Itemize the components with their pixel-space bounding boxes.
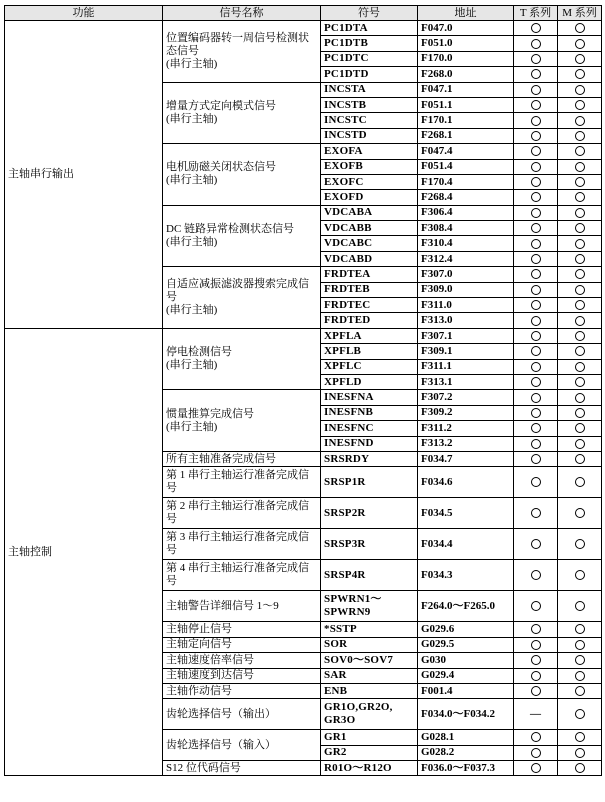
supported-circle-icon <box>531 285 541 295</box>
t-series-cell <box>514 637 558 652</box>
m-series-cell <box>558 560 602 591</box>
t-series-cell <box>514 745 558 760</box>
supported-circle-icon <box>531 208 541 218</box>
supported-circle-icon <box>531 100 541 110</box>
supported-circle-icon <box>531 254 541 264</box>
t-series-cell <box>514 67 558 82</box>
signal-name-cell: 主轴停止信号 <box>163 622 321 637</box>
supported-circle-icon <box>531 192 541 202</box>
supported-circle-icon <box>575 162 585 172</box>
signal-name-cell: DC 链路异常检测状态信号 (串行主轴) <box>163 205 321 267</box>
t-series-cell <box>514 97 558 112</box>
symbol-cell: VDCABB <box>321 221 418 236</box>
address-cell: F047.1 <box>418 82 514 97</box>
m-series-cell <box>558 451 602 466</box>
supported-circle-icon <box>575 85 585 95</box>
t-series-cell <box>514 498 558 529</box>
m-series-cell <box>558 653 602 668</box>
address-cell: F268.1 <box>418 128 514 143</box>
address-cell: G029.5 <box>418 637 514 652</box>
symbol-cell: SRSRDY <box>321 451 418 466</box>
function-cell: 主轴控制 <box>5 328 163 776</box>
symbol-cell: SPWRN1～ SPWRN9 <box>321 591 418 622</box>
symbol-cell: ENB <box>321 683 418 698</box>
supported-circle-icon <box>531 377 541 387</box>
symbol-cell: INESFND <box>321 436 418 451</box>
signal-table <box>4 5 602 776</box>
t-series-cell <box>514 36 558 51</box>
symbol-cell: INESFNA <box>321 390 418 405</box>
t-series-cell <box>514 591 558 622</box>
supported-circle-icon <box>575 748 585 758</box>
m-series-cell <box>558 761 602 776</box>
m-series-cell <box>558 529 602 560</box>
address-cell: F311.2 <box>418 421 514 436</box>
header-row <box>5 6 602 21</box>
t-series-cell <box>514 174 558 189</box>
symbol-cell: PC1DTB <box>321 36 418 51</box>
supported-circle-icon <box>531 85 541 95</box>
signal-name-cell: 自适应减振滤波器搜索完成信号 (串行主轴) <box>163 267 321 329</box>
supported-circle-icon <box>575 239 585 249</box>
supported-circle-icon <box>575 408 585 418</box>
t-series-cell <box>514 221 558 236</box>
supported-circle-icon <box>575 439 585 449</box>
supported-circle-icon <box>575 23 585 33</box>
symbol-cell: SRSP2R <box>321 498 418 529</box>
symbol-cell: R01O～R12O <box>321 761 418 776</box>
signal-name-cell: 第 1 串行主轴运行准备完成信号 <box>163 467 321 498</box>
supported-circle-icon <box>575 732 585 742</box>
address-cell: G029.4 <box>418 668 514 683</box>
m-series-cell <box>558 467 602 498</box>
supported-circle-icon <box>575 331 585 341</box>
supported-circle-icon <box>575 54 585 64</box>
supported-circle-icon <box>575 269 585 279</box>
address-cell: F306.4 <box>418 205 514 220</box>
function-cell: 主轴串行输出 <box>5 21 163 329</box>
supported-circle-icon <box>575 285 585 295</box>
address-cell: F268.0 <box>418 67 514 82</box>
address-cell: F309.0 <box>418 282 514 297</box>
address-cell: F311.1 <box>418 359 514 374</box>
supported-circle-icon <box>575 177 585 187</box>
m-series-cell <box>558 97 602 112</box>
symbol-cell: INESFNB <box>321 405 418 420</box>
symbol-cell: *SSTP <box>321 622 418 637</box>
address-cell: F170.1 <box>418 113 514 128</box>
supported-circle-icon <box>531 54 541 64</box>
t-series-cell <box>514 298 558 313</box>
symbol-cell: INCSTD <box>321 128 418 143</box>
m-series-cell <box>558 298 602 313</box>
address-cell: F309.1 <box>418 344 514 359</box>
t-series-cell <box>514 159 558 174</box>
symbol-cell: GR1O,GR2O, GR3O <box>321 699 418 730</box>
t-series-cell <box>514 82 558 97</box>
symbol-cell: SOV0～SOV7 <box>321 653 418 668</box>
m-series-cell <box>558 159 602 174</box>
supported-circle-icon <box>531 477 541 487</box>
supported-circle-icon <box>531 131 541 141</box>
symbol-cell: FRDTEC <box>321 298 418 313</box>
supported-circle-icon <box>531 439 541 449</box>
m-series-cell <box>558 174 602 189</box>
signal-name-cell: 停电检测信号 (串行主轴) <box>163 328 321 390</box>
supported-circle-icon <box>531 346 541 356</box>
m-series-cell <box>558 436 602 451</box>
m-series-cell <box>558 251 602 266</box>
t-series-cell <box>514 405 558 420</box>
signal-name-cell: 齿轮选择信号（输出） <box>163 699 321 730</box>
address-cell: F307.2 <box>418 390 514 405</box>
supported-circle-icon <box>575 100 585 110</box>
address-cell: F034.6 <box>418 467 514 498</box>
t-series-cell <box>514 683 558 698</box>
m-series-cell <box>558 328 602 343</box>
signal-name-cell: 位置编码器转一周信号检测状态信号 (串行主轴) <box>163 21 321 83</box>
signal-name-cell: 增量方式定向模式信号 (串行主轴) <box>163 82 321 144</box>
address-cell: F047.0 <box>418 21 514 36</box>
symbol-cell: VDCABA <box>321 205 418 220</box>
symbol-cell: EXOFB <box>321 159 418 174</box>
supported-circle-icon <box>575 69 585 79</box>
m-series-cell <box>558 67 602 82</box>
symbol-cell: XPFLB <box>321 344 418 359</box>
signal-name-cell: 主轴速度倍率信号 <box>163 653 321 668</box>
address-cell: F034.0～F034.2 <box>418 699 514 730</box>
supported-circle-icon <box>531 748 541 758</box>
t-series-cell <box>514 313 558 328</box>
address-cell: F051.1 <box>418 97 514 112</box>
address-cell: F047.4 <box>418 144 514 159</box>
m-series-cell <box>558 359 602 374</box>
header-t-series: T 系列 <box>514 6 558 21</box>
signal-name-cell: 第 2 串行主轴运行准备完成信号 <box>163 498 321 529</box>
address-cell: F034.7 <box>418 451 514 466</box>
address-cell: G029.6 <box>418 622 514 637</box>
supported-circle-icon <box>531 601 541 611</box>
m-series-cell <box>558 421 602 436</box>
symbol-cell: EXOFD <box>321 190 418 205</box>
supported-circle-icon <box>531 177 541 187</box>
supported-circle-icon <box>575 655 585 665</box>
supported-circle-icon <box>531 408 541 418</box>
t-series-cell <box>514 21 558 36</box>
m-series-cell <box>558 591 602 622</box>
supported-circle-icon <box>531 686 541 696</box>
signal-name-cell: S12 位代码信号 <box>163 761 321 776</box>
address-cell: F034.5 <box>418 498 514 529</box>
symbol-cell: EXOFA <box>321 144 418 159</box>
m-series-cell <box>558 236 602 251</box>
supported-circle-icon <box>531 39 541 49</box>
symbol-cell: SOR <box>321 637 418 652</box>
address-cell: G028.2 <box>418 745 514 760</box>
address-cell: F051.4 <box>418 159 514 174</box>
m-series-cell <box>558 36 602 51</box>
m-series-cell <box>558 405 602 420</box>
supported-circle-icon <box>531 362 541 372</box>
m-series-cell <box>558 344 602 359</box>
symbol-cell: INCSTC <box>321 113 418 128</box>
supported-circle-icon <box>575 624 585 634</box>
not-supported-dash-icon: — <box>530 707 541 720</box>
m-series-cell <box>558 390 602 405</box>
supported-circle-icon <box>575 393 585 403</box>
supported-circle-icon <box>575 640 585 650</box>
t-series-cell <box>514 144 558 159</box>
m-series-cell <box>558 313 602 328</box>
t-series-cell <box>514 344 558 359</box>
supported-circle-icon <box>531 269 541 279</box>
t-series-cell <box>514 328 558 343</box>
supported-circle-icon <box>575 477 585 487</box>
t-series-cell <box>514 236 558 251</box>
m-series-cell <box>558 51 602 66</box>
t-series-cell <box>514 205 558 220</box>
m-series-cell <box>558 113 602 128</box>
supported-circle-icon <box>531 393 541 403</box>
symbol-cell: VDCABC <box>321 236 418 251</box>
symbol-cell: EXOFC <box>321 174 418 189</box>
symbol-cell: FRDTEA <box>321 267 418 282</box>
m-series-cell <box>558 730 602 745</box>
t-series-cell <box>514 51 558 66</box>
address-cell: G028.1 <box>418 730 514 745</box>
symbol-cell: SRSP3R <box>321 529 418 560</box>
t-series-cell <box>514 529 558 560</box>
supported-circle-icon <box>575 570 585 580</box>
t-series-cell <box>514 421 558 436</box>
supported-circle-icon <box>531 508 541 518</box>
symbol-cell: SRSP1R <box>321 467 418 498</box>
supported-circle-icon <box>575 254 585 264</box>
supported-circle-icon <box>531 423 541 433</box>
supported-circle-icon <box>531 300 541 310</box>
m-series-cell <box>558 498 602 529</box>
supported-circle-icon <box>575 377 585 387</box>
t-series-cell <box>514 282 558 297</box>
supported-circle-icon <box>531 162 541 172</box>
signal-name-cell: 惯量推算完成信号 (串行主轴) <box>163 390 321 452</box>
signal-name-cell: 主轴警告详细信号 1～9 <box>163 591 321 622</box>
symbol-cell: GR1 <box>321 730 418 745</box>
header-address: 地址 <box>418 6 514 21</box>
t-series-cell <box>514 622 558 637</box>
supported-circle-icon <box>575 686 585 696</box>
signal-name-cell: 主轴速度到达信号 <box>163 668 321 683</box>
address-cell: F170.0 <box>418 51 514 66</box>
t-series-cell <box>514 451 558 466</box>
address-cell: F170.4 <box>418 174 514 189</box>
supported-circle-icon <box>575 39 585 49</box>
supported-circle-icon <box>575 192 585 202</box>
symbol-cell: FRDTEB <box>321 282 418 297</box>
m-series-cell <box>558 745 602 760</box>
supported-circle-icon <box>531 69 541 79</box>
supported-circle-icon <box>531 23 541 33</box>
signal-name-cell: 主轴定向信号 <box>163 637 321 652</box>
t-series-cell <box>514 374 558 389</box>
t-series-cell <box>514 267 558 282</box>
address-cell: F308.4 <box>418 221 514 236</box>
supported-circle-icon <box>575 146 585 156</box>
m-series-cell <box>558 128 602 143</box>
address-cell: F036.0～F037.3 <box>418 761 514 776</box>
m-series-cell <box>558 205 602 220</box>
t-series-cell <box>514 653 558 668</box>
m-series-cell <box>558 668 602 683</box>
supported-circle-icon <box>531 539 541 549</box>
supported-circle-icon <box>575 316 585 326</box>
address-cell: F312.4 <box>418 251 514 266</box>
supported-circle-icon <box>531 732 541 742</box>
symbol-cell: PC1DTD <box>321 67 418 82</box>
t-series-cell <box>514 359 558 374</box>
t-series-cell <box>514 436 558 451</box>
supported-circle-icon <box>575 116 585 126</box>
t-series-cell <box>514 128 558 143</box>
address-cell: F051.0 <box>418 36 514 51</box>
address-cell: F313.0 <box>418 313 514 328</box>
address-cell: F310.4 <box>418 236 514 251</box>
m-series-cell <box>558 374 602 389</box>
supported-circle-icon <box>575 131 585 141</box>
address-cell: F034.4 <box>418 529 514 560</box>
symbol-cell: SAR <box>321 668 418 683</box>
supported-circle-icon <box>575 454 585 464</box>
t-series-cell <box>514 761 558 776</box>
m-series-cell <box>558 267 602 282</box>
address-cell: F001.4 <box>418 683 514 698</box>
header-symbol: 符号 <box>321 6 418 21</box>
t-series-cell <box>514 390 558 405</box>
supported-circle-icon <box>531 331 541 341</box>
supported-circle-icon <box>531 239 541 249</box>
supported-circle-icon <box>575 601 585 611</box>
supported-circle-icon <box>531 655 541 665</box>
supported-circle-icon <box>531 763 541 773</box>
supported-circle-icon <box>575 709 585 719</box>
symbol-cell: INCSTB <box>321 97 418 112</box>
header-signal-name: 信号名称 <box>163 6 321 21</box>
address-cell: F313.1 <box>418 374 514 389</box>
supported-circle-icon <box>575 346 585 356</box>
header-function: 功能 <box>5 6 163 21</box>
signal-name-cell: 第 4 串行主轴运行准备完成信号 <box>163 560 321 591</box>
t-series-cell <box>514 560 558 591</box>
supported-circle-icon <box>575 671 585 681</box>
m-series-cell <box>558 190 602 205</box>
address-cell: F264.0～F265.0 <box>418 591 514 622</box>
symbol-cell: XPFLA <box>321 328 418 343</box>
supported-circle-icon <box>531 671 541 681</box>
t-series-cell <box>514 190 558 205</box>
m-series-cell <box>558 622 602 637</box>
t-series-cell <box>514 699 558 730</box>
supported-circle-icon <box>531 640 541 650</box>
symbol-cell: FRDTED <box>321 313 418 328</box>
symbol-cell: XPFLD <box>321 374 418 389</box>
signal-name-cell: 主轴作动信号 <box>163 683 321 698</box>
supported-circle-icon <box>531 624 541 634</box>
table-row <box>5 21 602 36</box>
symbol-cell: PC1DTA <box>321 21 418 36</box>
address-cell: G030 <box>418 653 514 668</box>
signal-name-cell: 齿轮选择信号（输入） <box>163 730 321 761</box>
address-cell: F309.2 <box>418 405 514 420</box>
m-series-cell <box>558 699 602 730</box>
supported-circle-icon <box>531 146 541 156</box>
address-cell: F268.4 <box>418 190 514 205</box>
t-series-cell <box>514 113 558 128</box>
m-series-cell <box>558 221 602 236</box>
symbol-cell: INESFNC <box>321 421 418 436</box>
supported-circle-icon <box>575 208 585 218</box>
header-m-series: M 系列 <box>558 6 602 21</box>
signal-name-cell: 第 3 串行主轴运行准备完成信号 <box>163 529 321 560</box>
signal-name-cell: 电机励磁关闭状态信号 (串行主轴) <box>163 144 321 206</box>
symbol-cell: XPFLC <box>321 359 418 374</box>
address-cell: F307.1 <box>418 328 514 343</box>
m-series-cell <box>558 82 602 97</box>
supported-circle-icon <box>531 316 541 326</box>
m-series-cell <box>558 21 602 36</box>
symbol-cell: SRSP4R <box>321 560 418 591</box>
m-series-cell <box>558 282 602 297</box>
m-series-cell <box>558 683 602 698</box>
supported-circle-icon <box>531 116 541 126</box>
supported-circle-icon <box>575 539 585 549</box>
symbol-cell: INCSTA <box>321 82 418 97</box>
signal-name-cell: 所有主轴准备完成信号 <box>163 451 321 466</box>
t-series-cell <box>514 251 558 266</box>
supported-circle-icon <box>531 454 541 464</box>
address-cell: F307.0 <box>418 267 514 282</box>
address-cell: F311.0 <box>418 298 514 313</box>
symbol-cell: GR2 <box>321 745 418 760</box>
supported-circle-icon <box>575 423 585 433</box>
m-series-cell <box>558 144 602 159</box>
supported-circle-icon <box>575 763 585 773</box>
t-series-cell <box>514 668 558 683</box>
table-row <box>5 328 602 343</box>
t-series-cell <box>514 467 558 498</box>
symbol-cell: PC1DTC <box>321 51 418 66</box>
supported-circle-icon <box>531 570 541 580</box>
t-series-cell <box>514 730 558 745</box>
supported-circle-icon <box>531 223 541 233</box>
supported-circle-icon <box>575 362 585 372</box>
supported-circle-icon <box>575 300 585 310</box>
m-series-cell <box>558 637 602 652</box>
address-cell: F313.2 <box>418 436 514 451</box>
supported-circle-icon <box>575 223 585 233</box>
supported-circle-icon <box>575 508 585 518</box>
address-cell: F034.3 <box>418 560 514 591</box>
symbol-cell: VDCABD <box>321 251 418 266</box>
